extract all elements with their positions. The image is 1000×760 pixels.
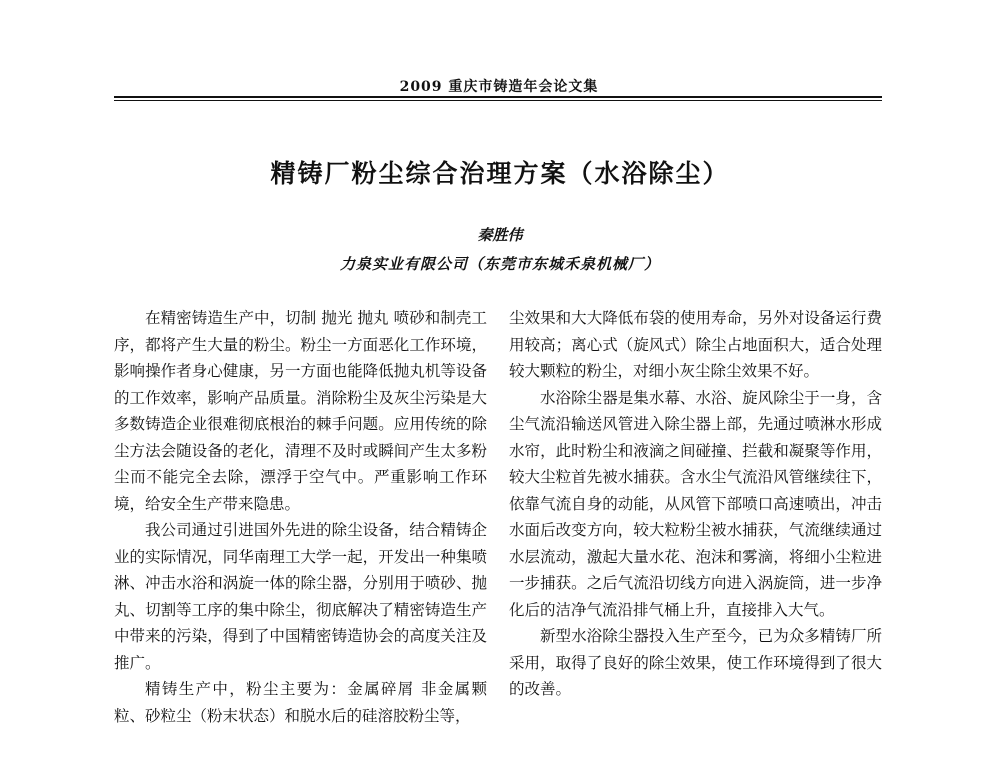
right-paragraph-1: 尘效果和大大降低布袋的使用寿命，另外对设备运行费用较高；离心式（旋风式）除尘占地面积大，适合处理较大颗粒的粉尘，对细小灰尘除尘效果不好。: [509, 309, 882, 380]
left-paragraph-3: 精铸生产中，粉尘主要为：金属碎屑 非金属颗粒、砂粒尘（粉末状态）和脱水后的硅溶胶粉尘等，: [114, 680, 487, 725]
right-paragraph-2: 水浴除尘器是集水幕、水浴、旋风除尘于一身，含尘气流沿输送风管进入除尘器上部，先通过喷淋水形成水帘，此时粉尘和液滴之间碰撞、拦截和凝聚等作用，较大尘粒首先被水捕获。含水尘气流沿风管继续往下，依靠气流自身的动能，从风管下部喷口高速喷出，冲击水面后改变方向，较大粒粉尘被水捕获，气流继续通过水层流动，激起大量水花、泡沫和雾滴，将细小尘粒进一步捕获。之后气流沿切线方向进入涡旋筒，进一步净化后的洁净气流沿排气桶上升，直接排入大气。: [509, 388, 882, 619]
left-paragraph-2: 我公司通过引进国外先进的除尘设备，结合精铸企业的实际情况，同华南理工大学一起，开发出一种集喷淋、冲击水浴和涡旋一体的除尘器，分别用于喷砂、抛丸、切割等工序的集中除尘，彻底解决了精密铸造生产中带来的污染，得到了中国精密铸造协会的高度关注及推广。: [114, 521, 487, 672]
left-column: [114, 305, 487, 760]
left-paragraph-1: 在精密铸造生产中，切制 抛光 抛丸 喷砂和制壳工序，都将产生大量的粉尘。粉尘一方面恶化工作环境，影响操作者身心健康，另一方面也能降低抛丸机等设备的工作效率，影响产品质量。消除粉尘及灰尘污染是大多数铸造企业很难彻底根治的棘手问题。应用传统的除尘方法会随设备的老化，清理不及时或瞬间产生太多粉尘而不能完全去除，漂浮于空气中。严重影响工作环境，给安全生产带来隐患。: [114, 309, 487, 513]
author-name: 秦胜伟: [477, 226, 523, 244]
author-affiliation: 力泉实业有限公司（东莞市东城禾泉机械厂）: [339, 255, 660, 273]
running-header: 2009 重庆市铸造年会论文集: [399, 79, 599, 95]
right-column: [509, 305, 882, 760]
header-rule: [114, 96, 882, 101]
paper-title: 精铸厂粉尘综合治理方案（水浴除尘）: [270, 159, 730, 188]
right-paragraph-3: 新型水浴除尘器投入生产至今，已为众多精铸厂所采用，取得了良好的除尘效果，使工作环境得到了很大的改善。: [509, 627, 882, 698]
